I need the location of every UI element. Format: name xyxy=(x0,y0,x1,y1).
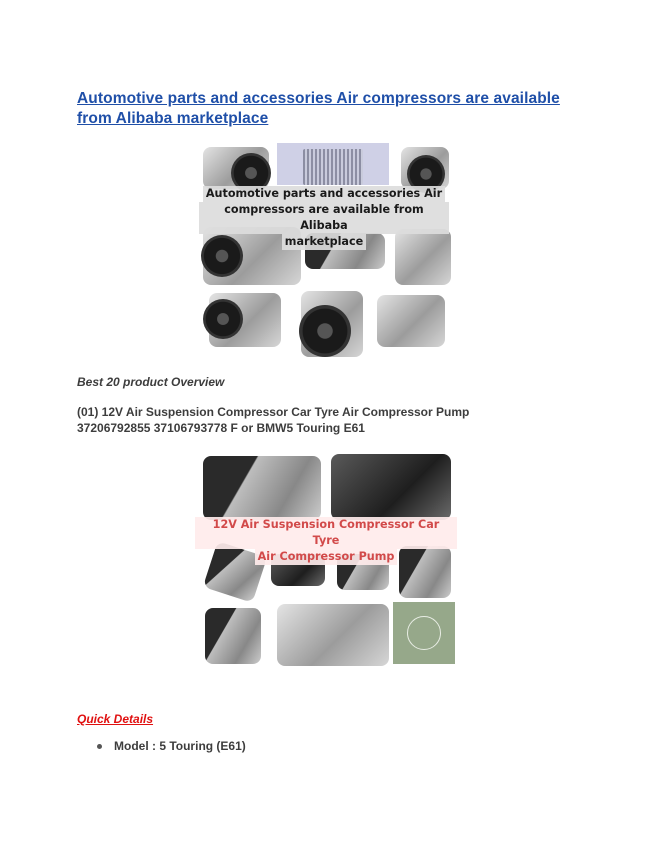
image-caption-overlay xyxy=(199,186,449,250)
seal-icon xyxy=(407,616,441,650)
pulley-graphic xyxy=(203,299,243,339)
compressor-photo xyxy=(331,454,451,520)
caption-line: Air Compressor Pump xyxy=(255,549,398,565)
compressor-photo xyxy=(203,456,321,520)
title-link[interactable]: Automotive parts and accessories Air compressors are available from Alibaba marketplace xyxy=(77,90,560,127)
image-caption-overlay xyxy=(195,517,457,565)
caption-line: marketplace xyxy=(282,234,366,250)
compressor-photo xyxy=(205,608,261,664)
caption-line: Automotive parts and accessories Air xyxy=(203,186,445,202)
detail-item xyxy=(97,739,246,753)
compressor-photo xyxy=(377,295,445,347)
detail-model: Model : 5 Touring (E61) xyxy=(114,739,246,753)
section-heading: Best 20 product Overview xyxy=(77,375,225,389)
air-suspension-collage-image xyxy=(195,450,457,668)
compressors-collage-image xyxy=(195,143,453,358)
pulley-graphic xyxy=(299,305,351,357)
radiator-photo xyxy=(303,149,363,185)
logo-badge-image xyxy=(393,602,455,664)
caption-line: compressors are available from Alibaba xyxy=(199,202,449,234)
quick-details-heading: Quick Details xyxy=(77,712,154,726)
caption-line: 12V Air Suspension Compressor Car Tyre xyxy=(195,517,457,549)
product-title: (01) 12V Air Suspension Compressor Car Tyre Air Compressor Pump 37206792855 37106793778 F or BMW5 Touring E61 xyxy=(77,405,470,435)
details-list xyxy=(97,739,246,753)
compressor-photo xyxy=(277,604,389,666)
bullet-icon xyxy=(97,744,102,749)
